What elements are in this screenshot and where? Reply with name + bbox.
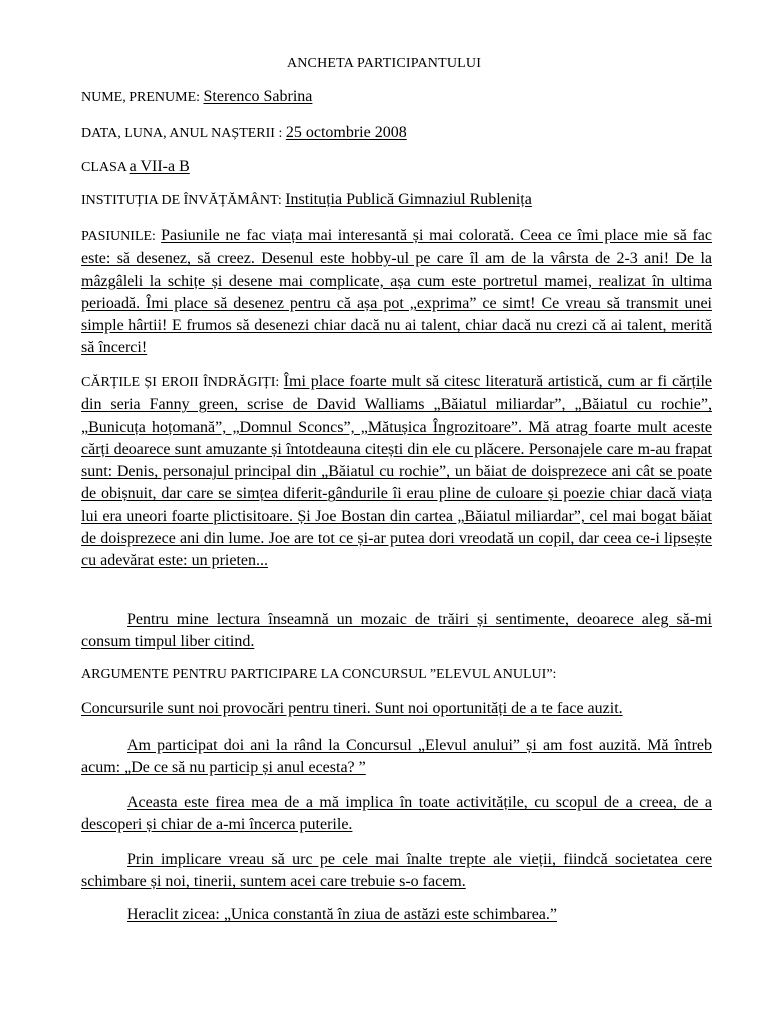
- argument-text-3: Aceasta este firea mea de a mă implica în toate activitățile, cu scopul de a creea, de a descoperi și chiar de a-mi încerca puterile.: [81, 794, 712, 834]
- passions-paragraph: [81, 225, 712, 360]
- argument-paragraph-4: [81, 849, 712, 894]
- birth-date-field: [81, 124, 714, 142]
- institution-value: Instituția Publică Gimnaziul Rublenița: [285, 191, 532, 208]
- argument-paragraph-5: [81, 906, 712, 924]
- class-label: CLASA: [81, 160, 130, 175]
- passions-text: Pasiunile ne fac viața mai interesantă și mai colorată. Ceea ce îmi place mie să fac este: să desenez, să creez. Desenul este hobby-ul pe care îl am de la vârsta de 2-3 ani! De la mâzgâleli la schițe și desene mai complicate, așa cum este portretul mamei, realizat în ultima perioadă. Îmi place să desenez pentru că așa pot „exprima” ce simt! Ce vreau să transmit unei simple hârtii! E frumos să desenezi chiar dacă nu ai talent, chiar dacă nu crezi că ai talent, merită să încerci!: [81, 227, 713, 357]
- institution-label: INSTITUȚIA DE ÎNVĂȚĂMÂNT:: [81, 193, 286, 208]
- name-value: Sterenco Sabrina: [203, 88, 313, 105]
- institution-field: [81, 191, 714, 209]
- argument-text-2: Am participat doi ani la rând la Concursul „Elevul anului” și am fost auzită. Mă întreb acum: „De ce să nu particip și anul ecesta? ”: [81, 737, 712, 777]
- argument-text-4: Prin implicare vreau să urc pe cele mai înalte trepte ale vieții, fiindcă societatea cere schimbare și noi, tinerii, suntem acei care trebuie s-o facem.: [81, 851, 712, 891]
- books-text: Îmi place foarte mult să citesc literatură artistică, cum ar fi cărțile din seria Fanny green, scrise de David Walliams „Băiatul miliardar”, „Băiatul cu rochie”, „Bunicuța hoțomană”, „Domnul Sconcs”, „Mătușica Îngrozitoare”. Mă atrag foarte mult aceste cărți deoarece sunt amuzante și întotdeauna citești din ele cu plăcere. Personajele care m-au frapat sunt: Denis, personajul principal din „Băiatul cu rochie”, un băiat de doisprezece ani cât se poate de obișnuit, dar care se simțea diferit-gândurile îi erau pline de culoare și poezie chiar dacă viața lui era uneori foarte plictisitoare. Și Joe Bostan din cartea „Băiatul miliardar”, cel mai bogat băiat de doisprezece ani din lume. Joe are tot ce și-ar putea dori vreodată un copil, dar ceea ce-i lipsește cu adevărat este: un prieten...: [81, 373, 712, 570]
- birth-date-label: DATA, LUNA, ANUL NAȘTERII :: [81, 126, 286, 141]
- class-field: [81, 158, 714, 176]
- birth-date-value: 25 octombrie 2008: [285, 124, 407, 141]
- name-label: NUME, PRENUME:: [81, 90, 204, 105]
- argument-text-5: Heraclit zicea: „Unica constantă în ziua de astăzi este schimbarea.”: [127, 906, 557, 923]
- class-value: a VII-a B: [129, 158, 190, 175]
- passions-label: PASIUNILE:: [81, 229, 162, 244]
- argument-paragraph-3: [81, 792, 712, 837]
- arguments-heading: ARGUMENTE PENTRU PARTICIPARE LA CONCURSUL ”ELEVUL ANULUI”:: [81, 667, 557, 682]
- argument-paragraph-1: Concursurile sunt noi provocări pentru tineri. Sunt noi oportunități de a te face auzit.: [81, 700, 623, 717]
- books-label: CĂRȚILE ȘI EROII ÎNDRĂGIȚI:: [81, 375, 284, 390]
- reading-paragraph: [81, 609, 712, 654]
- name-field: [81, 88, 714, 106]
- reading-text: Pentru mine lectura înseamnă un mozaic de trăiri și sentimente, deoarece aleg să-mi consum timpul liber citind.: [81, 611, 712, 651]
- books-paragraph: [81, 371, 712, 573]
- argument-paragraph-2: [81, 735, 712, 780]
- document-title: ANCHETA PARTICIPANTULUI: [286, 56, 482, 71]
